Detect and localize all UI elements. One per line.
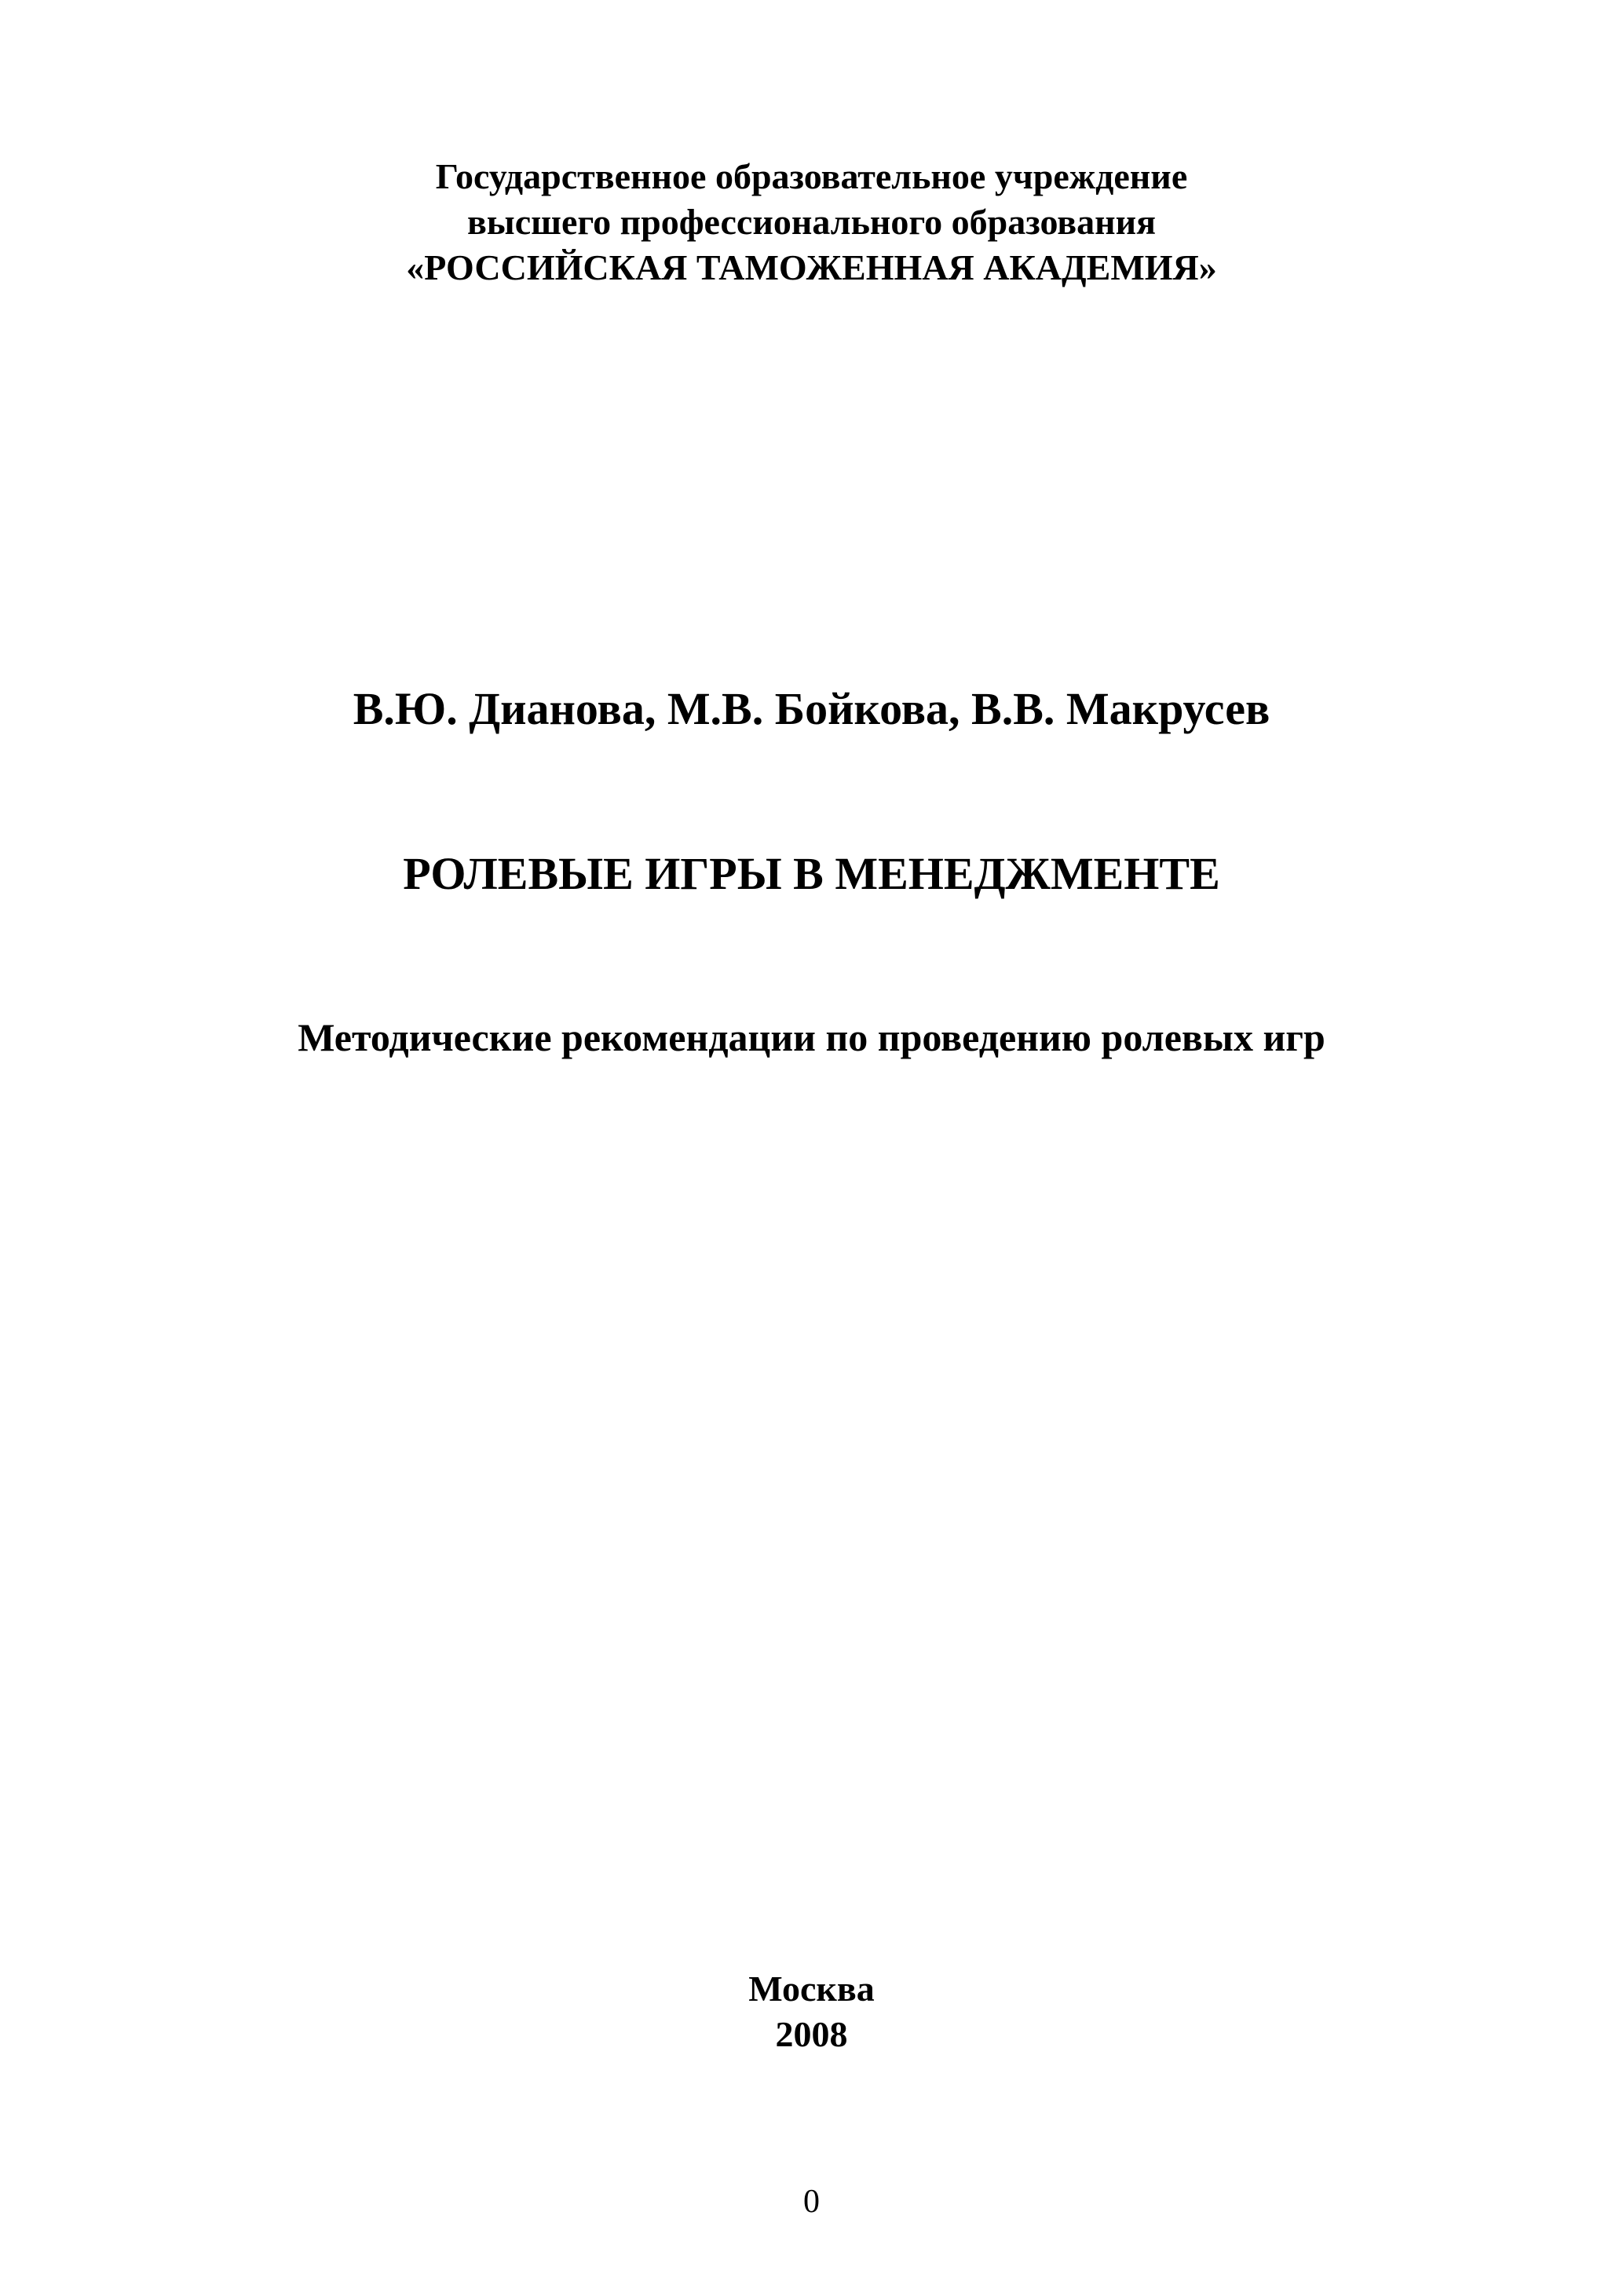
institution-line-1: Государственное образовательное учреждение (435, 156, 1188, 196)
document-title: РОЛЕВЫЕ ИГРЫ В МЕНЕДЖМЕНТЕ (403, 848, 1220, 899)
imprint-year: 2008 (775, 2014, 848, 2054)
authors: В.Ю. Дианова, М.В. Бойкова, В.В. Макрусев (353, 683, 1270, 734)
page-number: 0 (803, 2184, 820, 2220)
imprint (0, 1966, 1623, 2057)
institution-line-2: высшего профессионального образования (466, 202, 1157, 242)
institution-header (0, 154, 1623, 291)
imprint-city: Москва (748, 1969, 875, 2009)
document-subtitle: Методические рекомендации по проведению ролевых игр (298, 1015, 1325, 1059)
institution-line-3: «РОССИЙСКАЯ ТАМОЖЕННАЯ АКАДЕМИЯ» (406, 247, 1217, 287)
